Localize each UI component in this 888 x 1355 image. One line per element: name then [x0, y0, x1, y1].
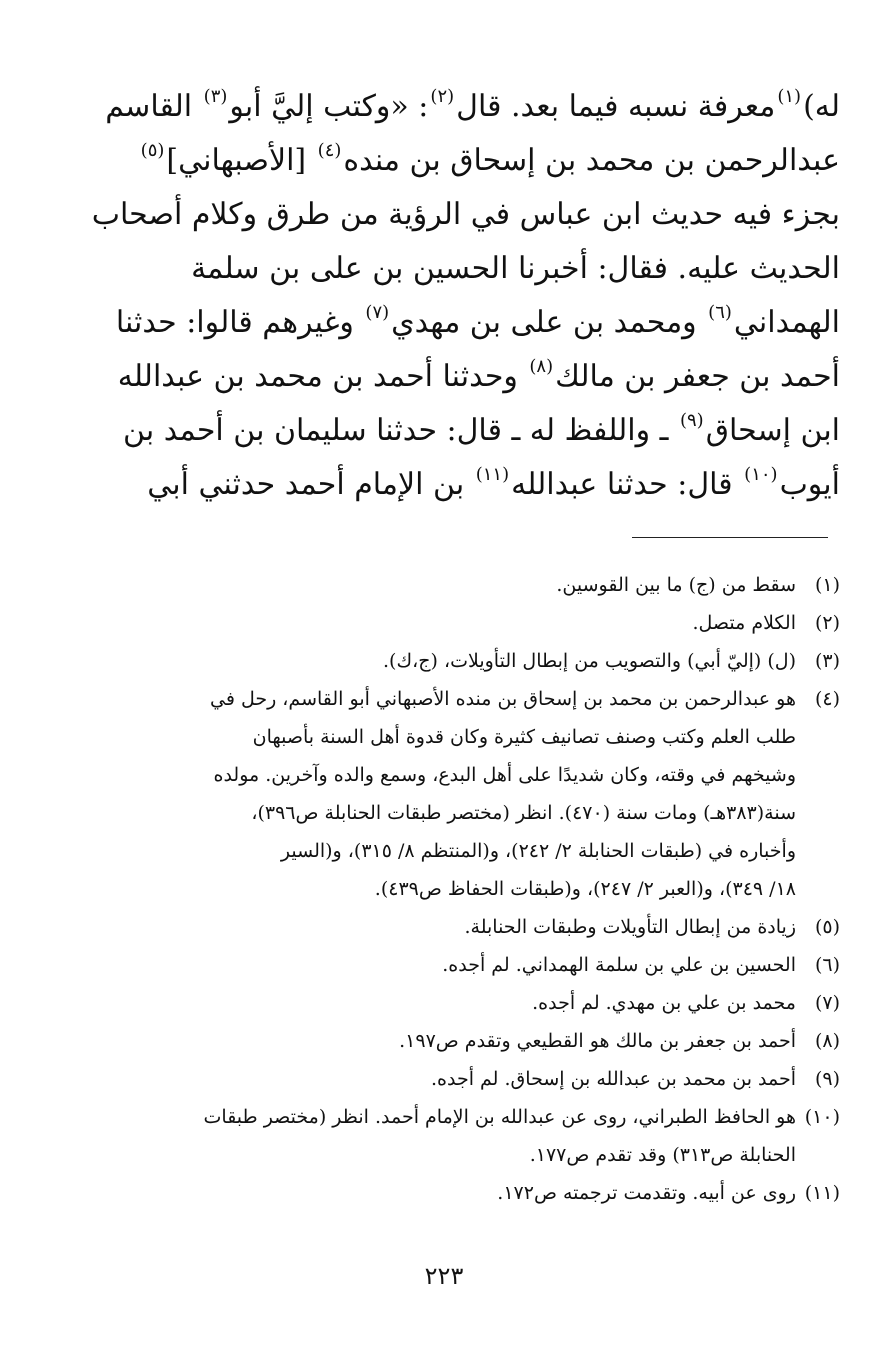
footnote-text: أحمد بن جعفر بن مالك هو القطيعي وتقدم ص١٩٧. [399, 1030, 796, 1052]
text-segment: معرفة نسبه فيما بعد. قال [456, 89, 776, 124]
text-segment: وحدثنا أحمد بن محمد بن عبدالله [117, 359, 528, 394]
text-segment: عبدالرحمن بن محمد بن إسحاق بن منده [343, 143, 840, 178]
main-line-2 [140, 134, 840, 188]
footnote-item [160, 984, 840, 1022]
text-segment: ابن إسحاق [705, 413, 840, 448]
footnote-number: (١٠) [804, 1106, 840, 1128]
footnote-text: هو الحافظ الطبراني، روى عن عبدالله بن الإمام أحمد. انظر (مختصر طبقات [203, 1106, 796, 1128]
footnote-ref: (٥) [140, 140, 165, 161]
main-line-4 [160, 242, 840, 296]
text-segment: : «وكتب إليَّ أبو [229, 89, 429, 124]
text-segment: ـ واللفظ له ـ قال: حدثنا سليمان بن أحمد بن [123, 413, 678, 448]
footnote-number: (١١) [804, 1182, 840, 1204]
footnote-ref: (٧) [365, 302, 390, 323]
footnote-text: طلب العلم وكتب وصنف تصانيف كثيرة وكان قدوة أهل السنة بأصبهان [252, 726, 796, 748]
footnote-item [160, 1060, 840, 1098]
text-segment: بن الإمام أحمد حدثني أبي [147, 467, 474, 502]
footnote-item [160, 946, 840, 984]
footnote-text: روى عن أبيه. وتقدمت ترجمته ص١٧٢. [497, 1182, 796, 1204]
text-segment: الهمداني [733, 305, 840, 340]
footnote-item [160, 1174, 840, 1212]
footnote-ref: (١) [777, 86, 802, 107]
footnote-text: محمد بن علي بن مهدي. لم أجده. [532, 992, 796, 1014]
footnote-text: وأخباره في (طبقات الحنابلة ٢/ ٢٤٢)، و(المنتظم ٨/ ٣١٥)، و(السير [280, 840, 796, 862]
footnote-ref: (٦) [708, 302, 732, 323]
footnote-item [160, 604, 840, 642]
footnote-ref: (٢) [430, 86, 455, 107]
footnote-item [160, 908, 840, 946]
text-segment: بجزء فيه حديث ابن عباس في الرؤية من طرق وكلام أصحاب [91, 197, 840, 232]
footnote-text: وشيخهم في وقته، وكان شديدًا على أهل البدع، وسمع والده وآخرين. مولده [213, 764, 796, 786]
footnote-text: الحنابلة ص٣١٣) وقد تقدم ص١٧٧. [529, 1144, 796, 1166]
footnote-number: (٨) [814, 1030, 840, 1052]
footnote-separator [632, 537, 828, 538]
footnote-text: أحمد بن محمد بن عبدالله بن إسحاق. لم أجده. [431, 1068, 796, 1090]
footnote-item [160, 1022, 840, 1060]
text-segment: [الأصبهاني] [166, 143, 316, 178]
footnote-number: (١) [814, 574, 840, 596]
footnote-ref: (٩) [679, 410, 704, 431]
footnote-text: ١٨/ ٣٤٩)، و(العبر ٢/ ٢٤٧)، و(طبقات الحفاظ ص٤٣٩). [374, 878, 796, 900]
footnote-number: (٩) [814, 1068, 840, 1090]
footnote-number: (٢) [814, 612, 840, 634]
footnote-number: (٧) [814, 992, 840, 1014]
text-segment: وغيرهم قالوا: حدثنا [115, 305, 364, 340]
footnotes [160, 566, 840, 1212]
footnote-item [160, 1098, 840, 1174]
footnote-text: سنة(٣٨٣هـ) ومات سنة (٤٧٠). انظر (مختصر طبقات الحنابلة ص٣٩٦)، [251, 802, 796, 824]
footnote-number: (٦) [814, 954, 840, 976]
main-line-8 [147, 458, 840, 512]
text-segment: له) [803, 89, 840, 124]
footnote-ref: (١١) [475, 464, 510, 485]
footnote-item [160, 642, 840, 680]
footnote-text: الحسين بن علي بن سلمة الهمداني. لم أجده. [442, 954, 796, 976]
text-segment: أيوب [779, 467, 840, 502]
text-segment: قال: حدثنا عبدالله [511, 467, 743, 502]
main-line-7 [123, 404, 840, 458]
footnote-ref: (٨) [529, 356, 554, 377]
text-segment: القاسم [105, 89, 202, 124]
footnote-number: (٤) [814, 688, 840, 710]
footnote-number: (٣) [814, 650, 840, 672]
main-line-6 [117, 350, 840, 404]
main-line-5 [115, 296, 840, 350]
text-segment: الحديث عليه. فقال: أخبرنا الحسين بن على بن سلمة [191, 251, 840, 286]
page-number: ٢٢٣ [424, 1262, 464, 1290]
main-text [91, 80, 840, 512]
footnote-text: هو عبدالرحمن بن محمد بن إسحاق بن منده الأصبهاني أبو القاسم، رحل في [209, 688, 796, 710]
footnote-item [160, 566, 840, 604]
footnote-item [160, 680, 840, 908]
footnote-ref: (٤) [317, 140, 342, 161]
footnote-ref: (١٠) [744, 464, 778, 485]
footnote-number: (٥) [814, 916, 840, 938]
text-segment: أحمد بن جعفر بن مالك [555, 359, 840, 394]
footnote-text: زيادة من إبطال التأويلات وطبقات الحنابلة. [464, 916, 796, 938]
footnote-text: (ل) (إليّ أبي) والتصويب من إبطال التأويلات، (ج،ك). [383, 650, 796, 672]
footnote-ref: (٣) [203, 86, 228, 107]
main-line-3 [91, 188, 840, 242]
footnote-text: الكلام متصل. [692, 612, 796, 634]
text-segment: ومحمد بن على بن مهدي [391, 305, 707, 340]
footnote-text: سقط من (ج) ما بين القوسين. [556, 574, 796, 596]
main-line-1 [105, 80, 840, 134]
